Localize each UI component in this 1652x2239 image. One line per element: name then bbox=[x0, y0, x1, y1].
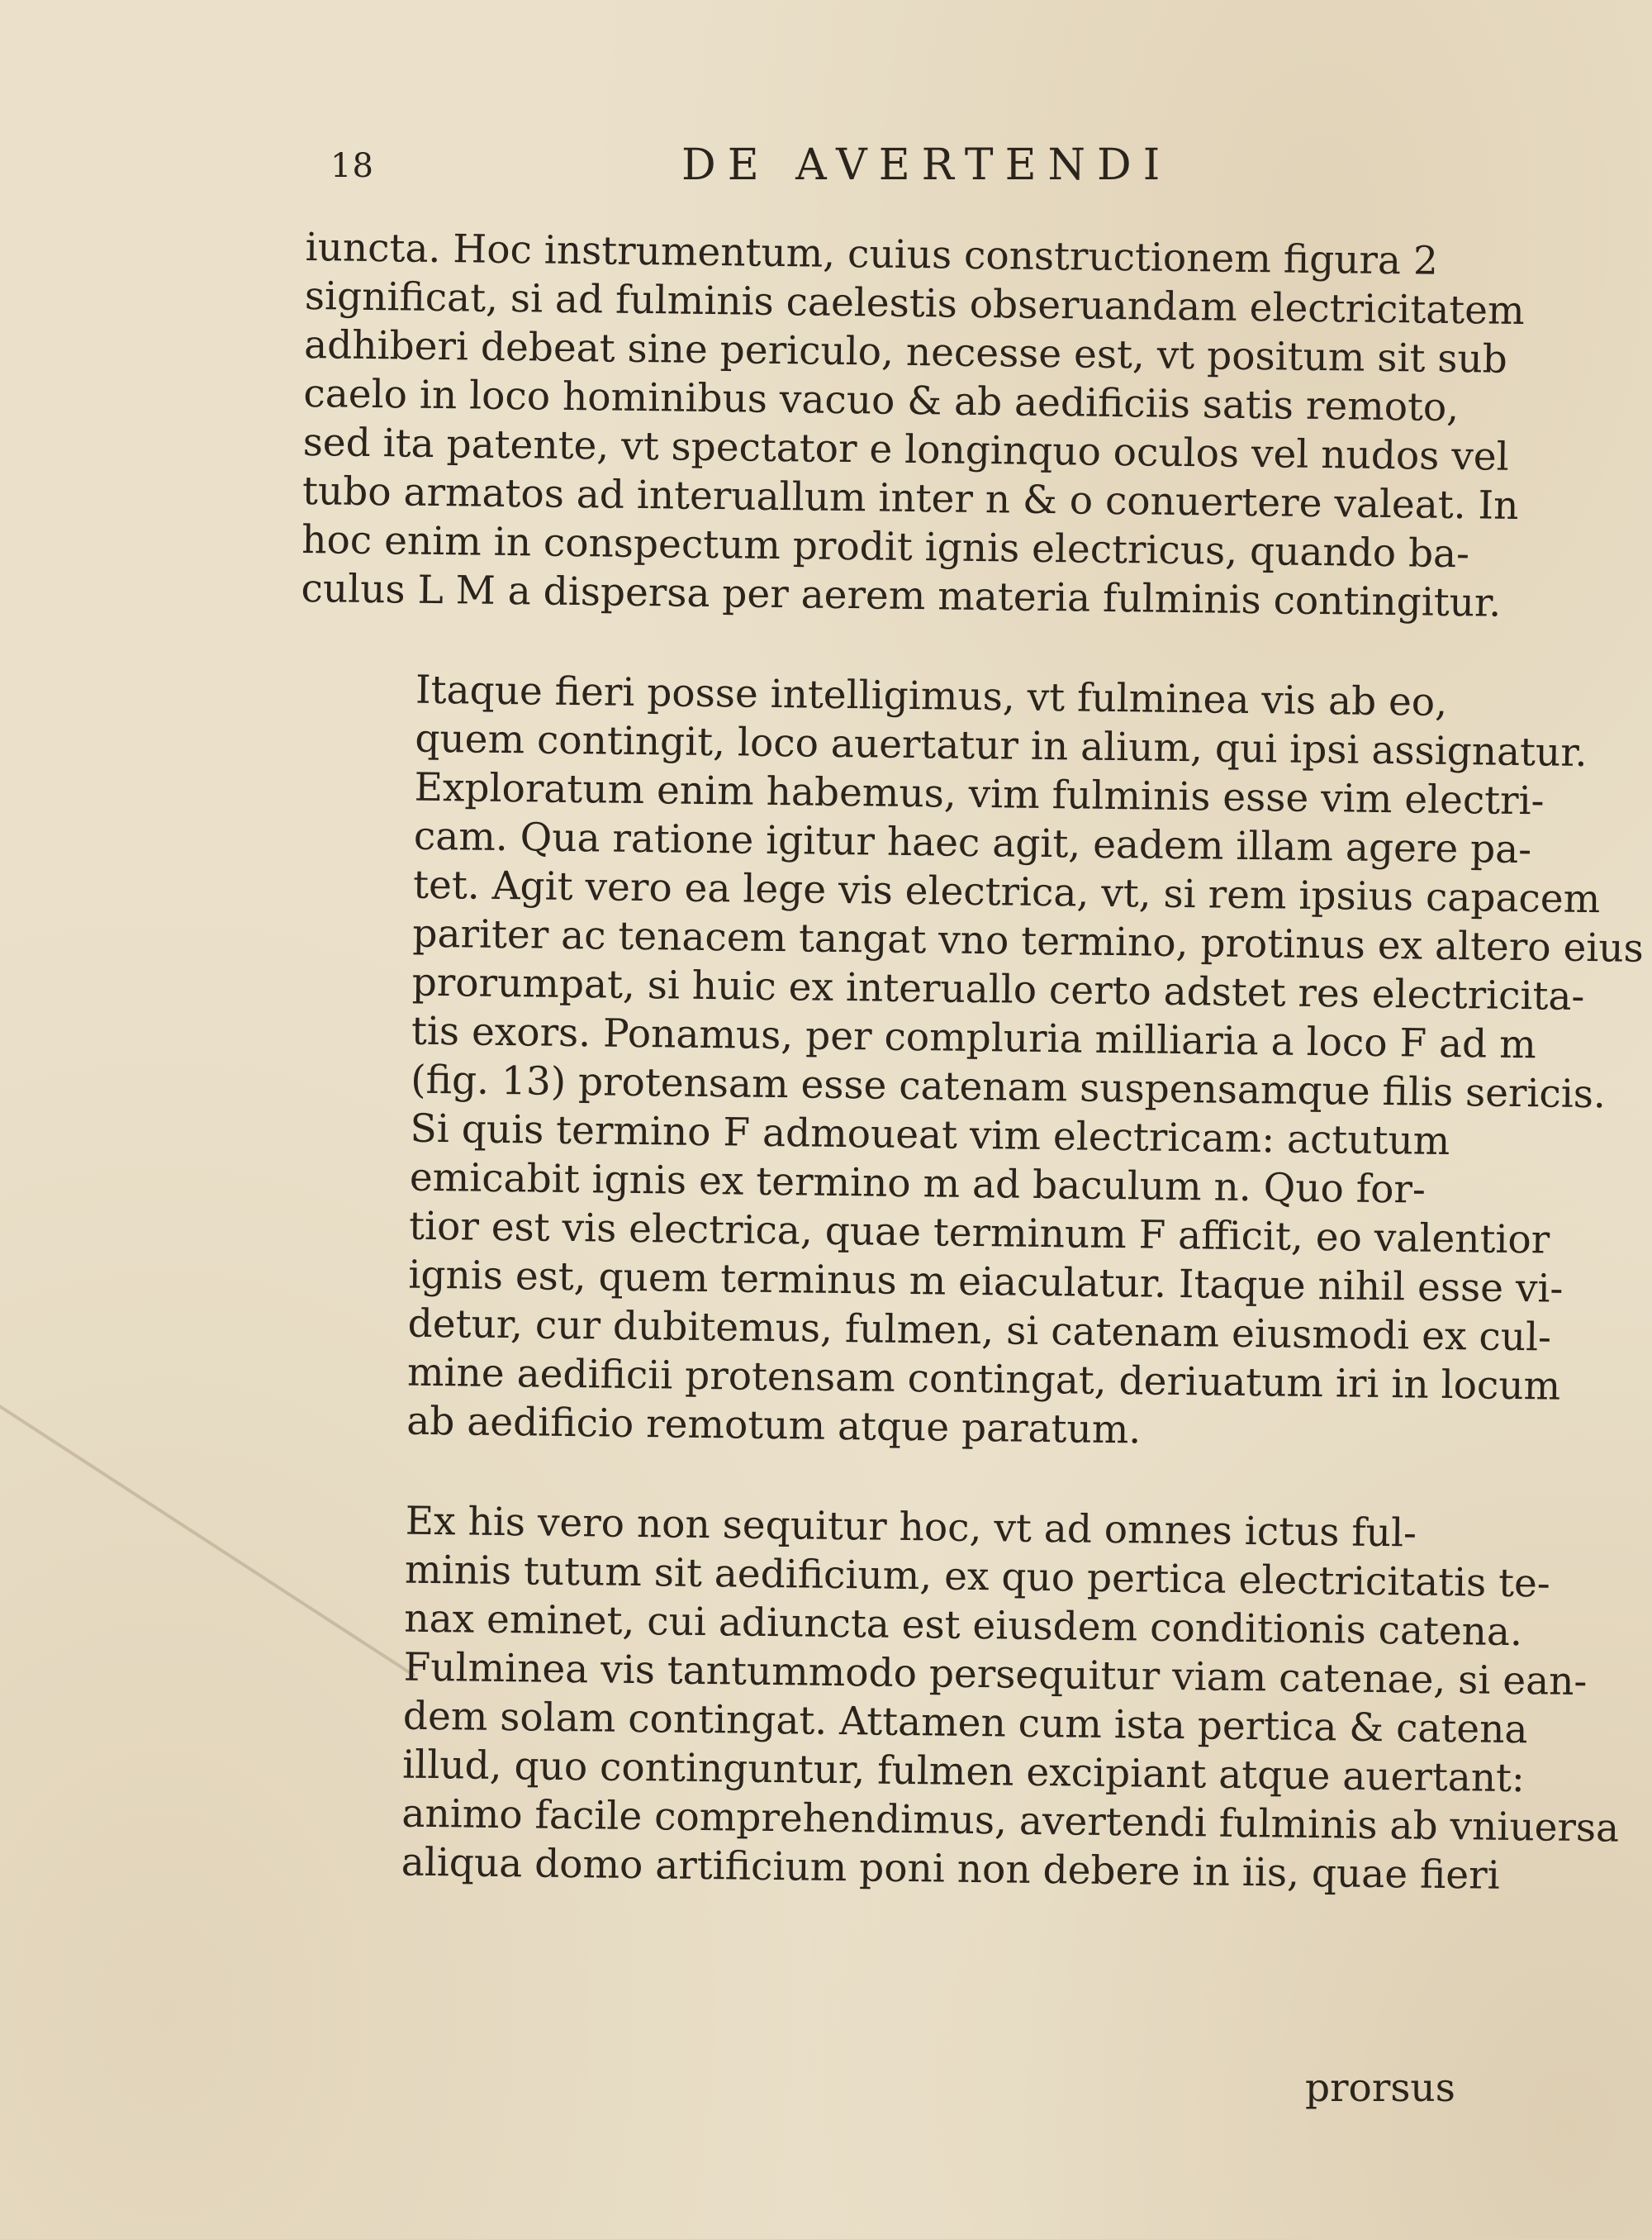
text-line: tet. Agit vero ea lege vis electrica, vt, si rem ipsius capacem bbox=[412, 862, 1601, 923]
paragraph-3 bbox=[285, 1495, 1620, 1899]
text-line: (fig. 13) protensam esse catenam suspensamque filis sericis. bbox=[411, 1057, 1607, 1118]
text-line: mine aedificii protensam contingat, deriuatum iri in locum bbox=[406, 1349, 1561, 1409]
text-line: emicabit ignis ex termino m ad baculum n. Quo for- bbox=[409, 1154, 1427, 1213]
text-line: ignis est, quem terminus m eiaculatur. Itaque nihil esse vi- bbox=[408, 1252, 1564, 1312]
paragraph-1 bbox=[301, 223, 1525, 627]
text-line: tior est vis electrica, quae terminum F afficit, eo valentior bbox=[408, 1203, 1550, 1263]
text-line: Exploratum enim habemus, vim fulminis esse vim electri- bbox=[414, 764, 1545, 825]
text-line: Fulminea vis tantummodo persequitur viam catenae, si ean- bbox=[403, 1644, 1588, 1705]
text-line: Itaque fieri posse intelligimus, vt fulminea vis ab eo, bbox=[415, 667, 1448, 725]
text-line: Ex his vero non sequitur hoc, vt ad omnes ictus ful- bbox=[405, 1498, 1417, 1557]
paragraph-2 bbox=[291, 664, 1645, 1458]
page-header bbox=[322, 140, 1479, 207]
text-line: pariter ac tenacem tangat vno termino, protinus ex altero eius bbox=[412, 910, 1645, 972]
text-line: minis tutum sit aedificium, ex quo pertica electricitatis te- bbox=[404, 1547, 1551, 1607]
text-line: hoc enim in conspectum prodit ignis electricus, quando ba- bbox=[301, 516, 1470, 578]
running-title: DE AVERTENDI bbox=[681, 140, 1172, 190]
catchword: prorsus bbox=[1305, 2065, 1455, 2111]
text-line: iuncta. Hoc instrumentum, cuius constructionem figura 2 bbox=[305, 224, 1439, 284]
text-line: Si quis termino F admoueat vim electricam: actutum bbox=[410, 1105, 1450, 1165]
text-line: tis exors. Ponamus, per compluria milliaria a loco F ad m bbox=[411, 1008, 1537, 1068]
text-line: cam. Qua ratione igitur haec agit, eadem illam agere pa- bbox=[413, 813, 1532, 873]
text-line: sed ita patente, vt spectator e longinquo oculos vel nudos vel bbox=[302, 419, 1510, 480]
text-line: culus L M a dispersa per aerem materia fulminis contingitur. bbox=[301, 565, 1502, 626]
text-line: aliqua domo artificium poni non debere in iis, quae fieri bbox=[401, 1839, 1501, 1899]
text-line: animo facile comprehendimus, avertendi fulminis ab vniuersa bbox=[401, 1790, 1620, 1852]
main-text bbox=[285, 223, 1645, 1899]
text-line: detur, cur dubitemus, fulmen, si catenam eiusmodi ex cul- bbox=[407, 1300, 1552, 1361]
text-line: caelo in loco hominibus vacuo & ab aedificiis satis remoto, bbox=[303, 370, 1460, 431]
text-line: significat, si ad fulminis caelestis obseruandam electricitatem bbox=[304, 273, 1525, 335]
text-line: quem contingit, loco auertatur in alium, qui ipsi assignatur. bbox=[415, 715, 1588, 777]
text-line: adhiberi debeat sine periculo, necesse est, vt positum sit sub bbox=[303, 321, 1508, 383]
text-line: illud, quo continguntur, fulmen excipiant atque auertant: bbox=[401, 1742, 1526, 1802]
text-line: dem solam contingat. Attamen cum ista pertica & catena bbox=[402, 1693, 1528, 1753]
text-line: prorumpat, si huic ex interuallo certo adstet res electricita- bbox=[411, 959, 1585, 1020]
text-line: ab aedificio remotum atque paratum. bbox=[406, 1398, 1142, 1453]
text-line: nax eminet, cui adiuncta est eiusdem conditionis catena. bbox=[404, 1595, 1523, 1656]
page-number: 18 bbox=[330, 147, 374, 185]
text-line: tubo armatos ad interuallum inter n & o conuertere valeat. In bbox=[301, 468, 1519, 529]
